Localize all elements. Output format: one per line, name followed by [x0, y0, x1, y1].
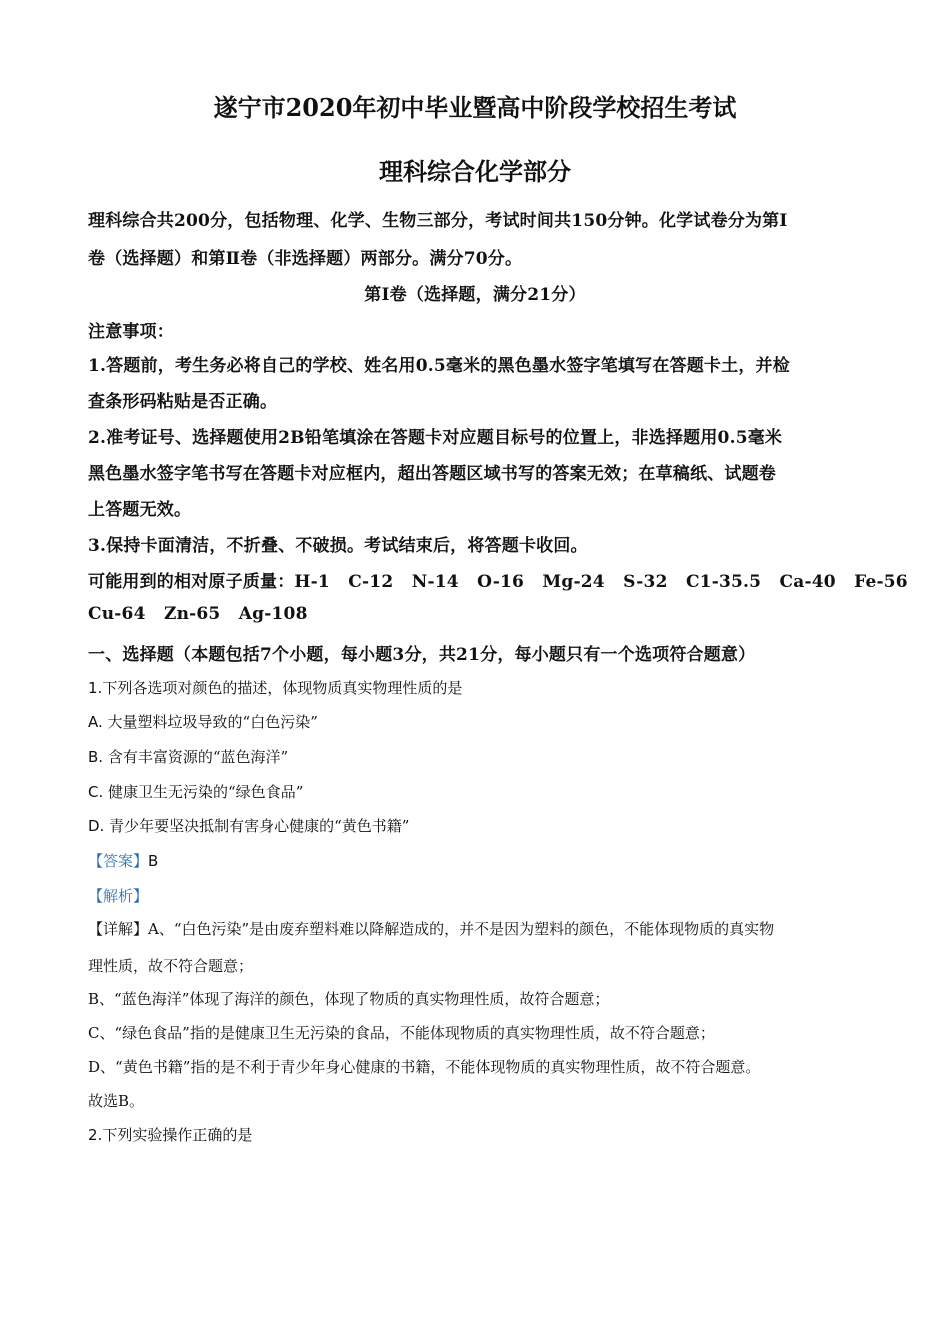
page-subtitle: 理科综合化学部分: [379, 157, 571, 186]
explanation-line: 理性质，故不符合题意；: [88, 957, 254, 975]
note-line: 查条形码粘贴是否正确。: [88, 392, 278, 412]
section-title: 第I卷（选择题，满分21分）: [364, 285, 586, 305]
answer-line: [88, 850, 158, 871]
option-text: 健康卫生无污染的“绿色食品”: [103, 783, 304, 801]
option-b: [88, 746, 288, 767]
option-letter: B.: [88, 748, 104, 766]
explanation-line: 【详解】A、“白色污染”是由废弃塑料难以降解造成的，并不是因为塑料的颜色，不能体现物质的真实物: [88, 920, 775, 938]
explanation-line: B、“蓝色海洋”体现了海洋的颜色，体现了物质的真实物理性质，故符合题意；: [88, 990, 610, 1008]
intro-line-2: 卷（选择题）和第Ⅱ卷（非选择题）两部分。满分70分。: [88, 249, 523, 269]
option-letter: D.: [88, 817, 105, 835]
option-text: 大量塑料垃圾导致的“白色污染”: [102, 713, 318, 731]
question-text: 下列实验操作正确的是: [102, 1126, 253, 1144]
note-line: 3.保持卡面清洁，不折叠、不破损。考试结束后，将答题卡收回。: [88, 536, 588, 556]
option-text: 含有丰富资源的“蓝色海洋”: [103, 748, 289, 766]
option-d: [88, 815, 409, 836]
explanation-line: C、“绿色食品”指的是健康卫生无污染的食品，不能体现物质的真实物理性质，故不符合题意；: [88, 1024, 715, 1042]
atomic-masses-line-2: Cu-64 Zn-65 Ag-108: [88, 604, 308, 624]
question-number: 1.: [88, 679, 103, 697]
page-title: 遂宁市2020年初中毕业暨高中阶段学校招生考试: [213, 93, 737, 122]
note-line: 黑色墨水签字笔书写在答题卡对应框内，超出答题区域书写的答案无效；在草稿纸、试题卷: [88, 464, 776, 484]
intro-line-1: 理科综合共200分，包括物理、化学、生物三部分，考试时间共150分钟。化学试卷分为第I: [88, 211, 788, 231]
note-line: 1.答题前，考生务必将自己的学校、姓名用0.5毫米的黑色墨水签字笔填写在答题卡土，并检: [88, 356, 790, 376]
analysis-tag: 【解析】: [88, 887, 149, 905]
note-line: 上答题无效。: [88, 500, 192, 520]
section1-heading: 一、选择题（本题包括7个小题，每小题3分，共21分，每小题只有一个选项符合题意）: [88, 645, 756, 665]
question-1-stem: [88, 677, 462, 698]
question-number: 2.: [88, 1126, 103, 1144]
option-a: [88, 711, 318, 732]
option-text: 青少年要坚决抵制有害身心健康的“黄色书籍”: [104, 817, 410, 835]
question-text: 下列各选项对颜色的描述，体现物质真实物理性质的是: [102, 679, 463, 697]
question-2-stem: [88, 1124, 252, 1145]
explanation-line: D、“黄色书籍”指的是不利于青少年身心健康的书籍，不能体现物质的真实物理性质，故不符合题意。: [88, 1058, 761, 1076]
notes-heading: 注意事项：: [88, 322, 174, 342]
note-line: 2.准考证号、选择题使用2B铅笔填涂在答题卡对应题目标号的位置上，非选择题用0.5毫米: [88, 428, 783, 448]
answer-value: B: [148, 852, 159, 870]
answer-tag: 【答案】: [88, 852, 149, 870]
option-letter: A.: [88, 713, 103, 731]
option-c: [88, 781, 303, 802]
explanation-line: 故选B。: [88, 1092, 145, 1110]
option-letter: C.: [88, 783, 104, 801]
atomic-masses-line-1: 可能用到的相对原子质量：H-1 C-12 N-14 O-16 Mg-24 S-32 C1-35.5 Ca-40 Fe-56: [88, 572, 908, 592]
